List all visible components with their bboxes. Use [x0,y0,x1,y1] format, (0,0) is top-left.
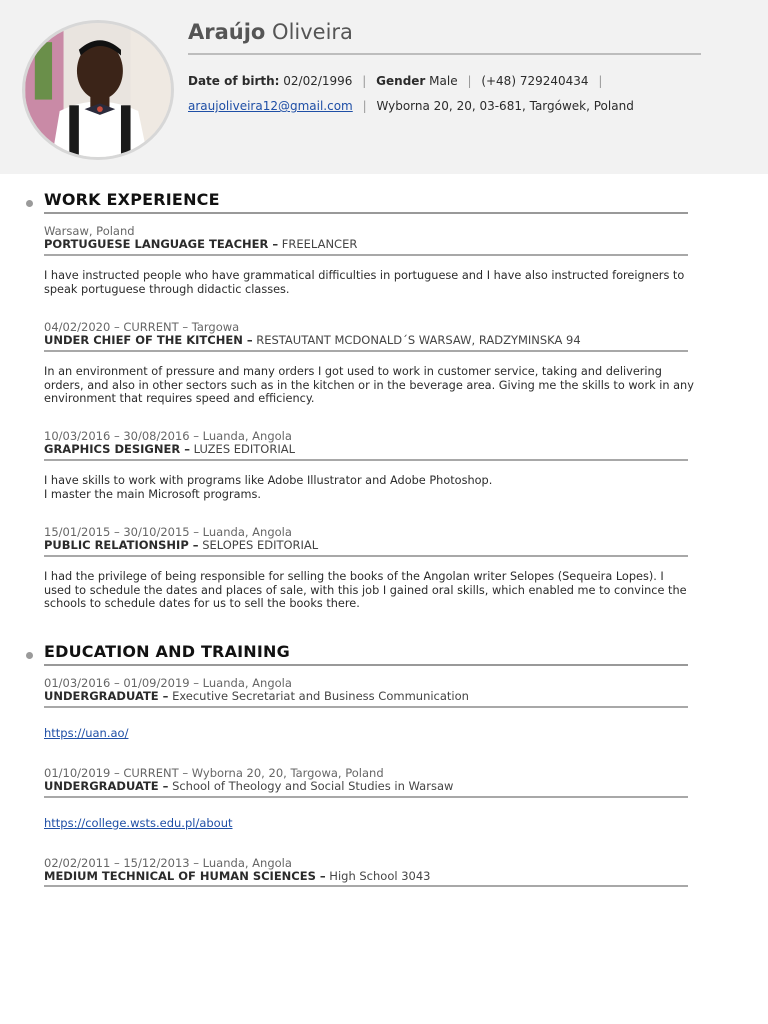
entry-divider [44,706,688,708]
entry-description-line: I have skills to work with programs like Adobe Illustrator and Adobe Photoshop. [44,474,493,487]
separator: | [362,74,367,88]
entry-title [44,689,469,703]
entry-meta: 04/02/2020 – CURRENT – Targowa [44,320,240,334]
entry-description-line: I master the main Microsoft programs. [44,487,261,501]
person-portrait-image [25,23,171,157]
last-name: Oliveira [272,20,353,44]
contact-info-line [188,99,634,113]
entry-org: RESTAUTANT MCDONALD´S WARSAW, RADZYMINSKA 94 [256,333,581,347]
email-link[interactable]: araujoliveira12@gmail.com [188,99,353,113]
entry-org: School of Theology and Social Studies in Warsaw [172,779,454,793]
section-divider [44,212,688,214]
dob-value: 02/02/1996 [283,74,353,88]
entry-meta: 02/02/2011 – 15/12/2013 – Luanda, Angola [44,856,292,870]
entry-org: SELOPES EDITORIAL [202,538,319,552]
profile-header [0,0,768,174]
personal-info-line [188,74,608,88]
entry-title [44,869,430,883]
entry-description: I had the privilege of being responsible for selling the books of the Angolan writer Selopes (Sequeira Lopes). I used to schedule the dates and places of sale, with this job I gained oral skills, which enabled me to convince the schools to schedule dates for us to sell the books there. [44,570,687,610]
profile-photo [22,20,174,160]
entry-divider [44,885,688,887]
entry-title [44,237,357,251]
entry-divider [44,459,688,461]
phone-number: (+48) 729240434 [481,74,589,88]
entry-meta: Warsaw, Poland [44,224,135,238]
entry-divider [44,796,688,798]
entry-title [44,779,453,793]
entry-title [44,538,318,552]
entry-description: In an environment of pressure and many orders I got used to work in customer service, taking and delivering orders, and also in other sectors such as in the kitchen or in the beverage area. Giving me the skills to work in any environment that requires speed and efficiency. [44,365,694,405]
dob-label: Date of birth: [188,74,280,88]
entry-role: MEDIUM TECHNICAL OF HUMAN SCIENCES – [44,869,326,883]
website-link[interactable]: https://college.wsts.edu.pl/about [44,816,233,830]
separator: | [598,74,603,88]
work-experience-heading: WORK EXPERIENCE [44,190,220,209]
website-link[interactable]: https://uan.ao/ [44,726,129,740]
separator: | [362,99,367,113]
address: Wyborna 20, 20, 03-681, Targówek, Poland [376,99,634,113]
entry-role: PUBLIC RELATIONSHIP – [44,538,199,552]
entry-meta: 15/01/2015 – 30/10/2015 – Luanda, Angola [44,525,292,539]
entry-org: Executive Secretariat and Business Communication [172,689,469,703]
entry-meta: 10/03/2016 – 30/08/2016 – Luanda, Angola [44,429,292,443]
candidate-name [188,20,353,44]
education-heading: EDUCATION AND TRAINING [44,642,290,661]
separator: | [467,74,472,88]
gender-label: Gender [376,74,426,88]
entry-org: FREELANCER [281,237,358,251]
entry-meta: 01/03/2016 – 01/09/2019 – Luanda, Angola [44,676,292,690]
section-bullet-icon [26,652,33,659]
entry-role: UNDERGRADUATE – [44,779,169,793]
section-bullet-icon [26,200,33,207]
gender-value: Male [429,74,458,88]
entry-divider [44,350,688,352]
entry-divider [44,254,688,256]
entry-role: UNDERGRADUATE – [44,689,169,703]
entry-meta: 01/10/2019 – CURRENT – Wyborna 20, 20, Targowa, Poland [44,766,384,780]
name-divider [188,53,701,55]
entry-role: PORTUGUESE LANGUAGE TEACHER – [44,237,279,251]
entry-description: I have instructed people who have grammatical difficulties in portuguese and I have also instructed foreigners to speak portuguese through didactic classes. [44,269,685,296]
section-divider [44,664,688,666]
first-name: Araújo [188,20,266,44]
entry-title [44,333,581,347]
entry-role: UNDER CHIEF OF THE KITCHEN – [44,333,253,347]
entry-divider [44,555,688,557]
entry-title [44,442,295,456]
entry-org: LUZES EDITORIAL [193,442,296,456]
entry-org: High School 3043 [329,869,431,883]
entry-description [44,474,694,501]
entry-role: GRAPHICS DESIGNER – [44,442,190,456]
